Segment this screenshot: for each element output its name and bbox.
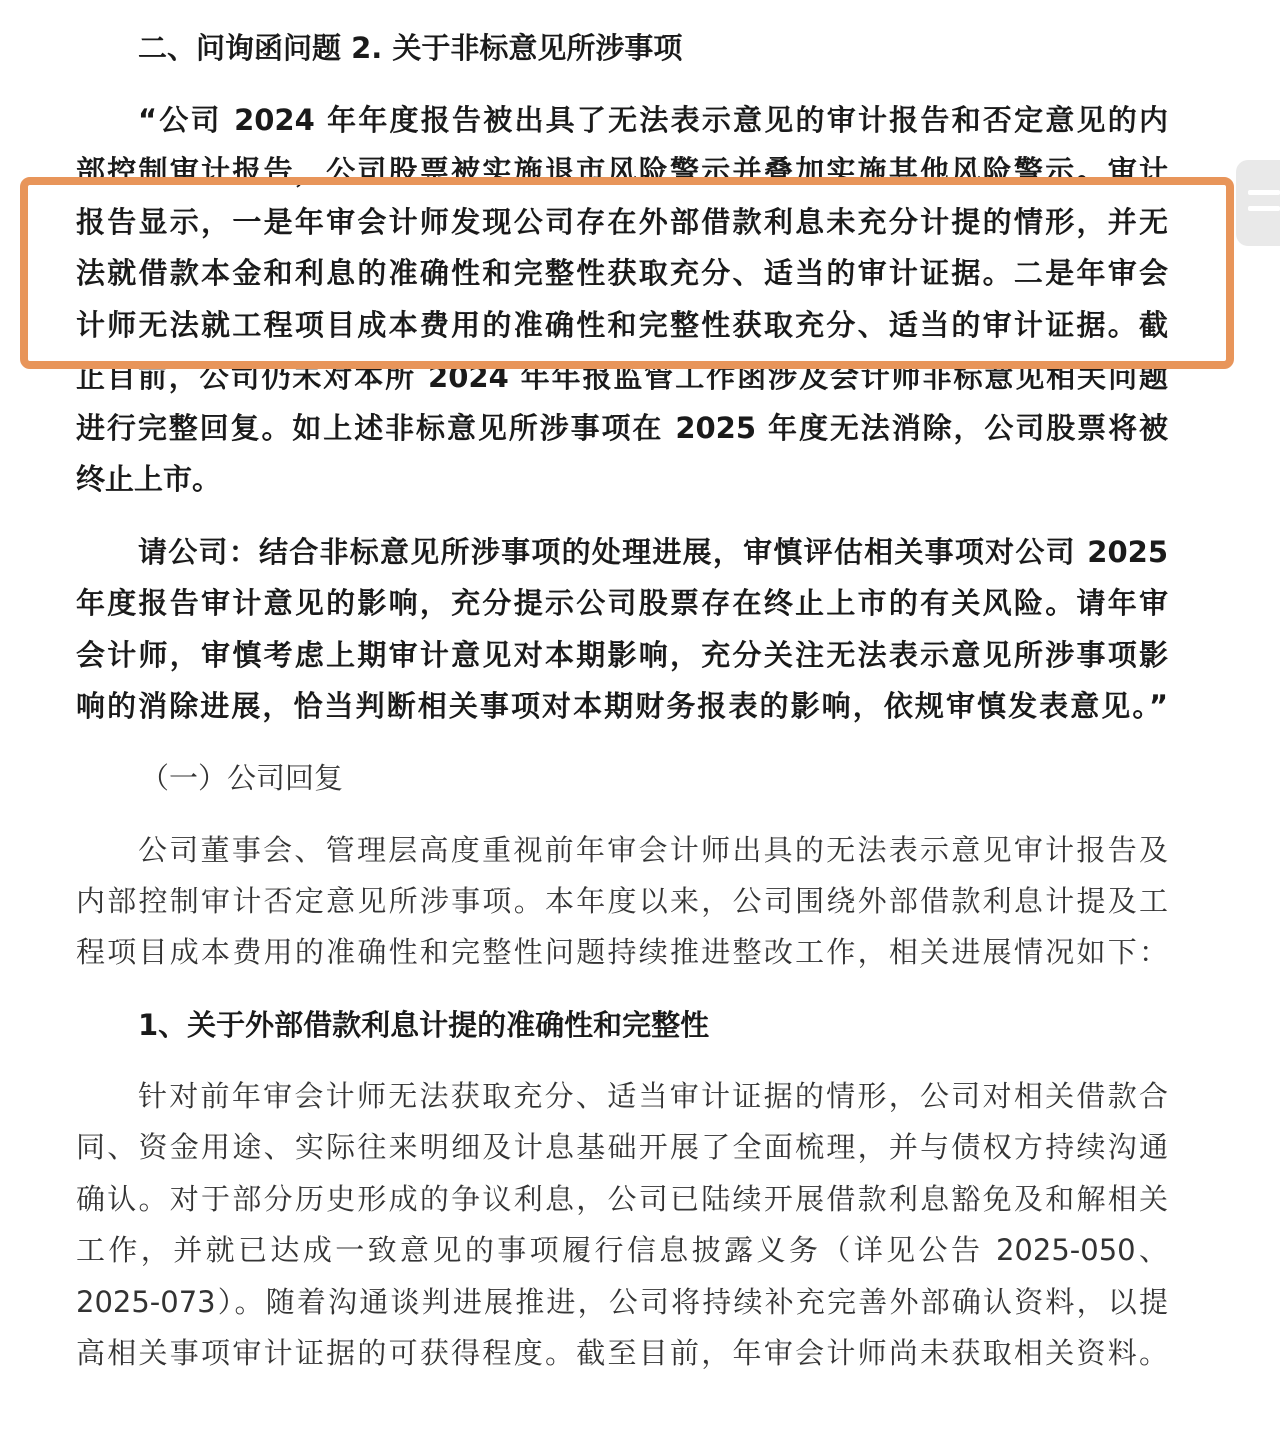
section-heading: 二、问询函问题 2. 关于非标意见所涉事项 [138, 31, 683, 65]
highlight-box [20, 177, 1234, 369]
reply-line: 内部控制审计否定意见所涉事项。本年度以来，公司围绕外部借款利息计提及工 [76, 884, 1168, 918]
reply-line: 公司董事会、管理层高度重视前年审会计师出具的无法表示意见审计报告及 [138, 833, 1168, 867]
sub-line: 高相关事项审计证据的可获得程度。截至目前，年审会计师尚未获取相关资料。 [76, 1336, 1168, 1370]
request-line: 请公司：结合非标意见所涉事项的处理进展，审慎评估相关事项对公司 2025 [138, 535, 1168, 569]
quote-line: 部控制审计报告，公司股票被实施退市风险警示并叠加实施其他风险警示。审计 [76, 154, 1168, 188]
side-tab[interactable] [1236, 160, 1280, 246]
quote-line: 报告显示，一是年审会计师发现公司存在外部借款利息未充分计提的情形，并无 [76, 205, 1168, 239]
sub-heading: 1、关于外部借款利息计提的准确性和完整性 [138, 1008, 710, 1042]
request-line: 会计师，审慎考虑上期审计意见对本期影响，充分关注无法表示意见所涉事项影 [76, 638, 1168, 672]
sub-line: 确认。对于部分历史形成的争议利息，公司已陆续开展借款利息豁免及和解相关 [76, 1182, 1168, 1216]
quote-line: 止目前，公司仍未对本所 2024 年年报监管工作函涉及会计师非标意见相关问题 [76, 360, 1168, 394]
quote-line: 进行完整回复。如上述非标意见所涉事项在 2025 年度无法消除，公司股票将被 [76, 411, 1168, 445]
sub-line: 工作，并就已达成一致意见的事项履行信息披露义务（详见公告 2025-050、 [76, 1233, 1168, 1267]
reply-line: 程项目成本费用的准确性和完整性问题持续推进整改工作，相关进展情况如下： [76, 935, 1168, 969]
quote-line: 终止上市。 [76, 462, 222, 496]
sub-line: 同、资金用途、实际往来明细及计息基础开展了全面梳理，并与债权方持续沟通 [76, 1130, 1168, 1164]
request-line: 响的消除进展，恰当判断相关事项对本期财务报表的影响，依规审慎发表意见。” [76, 689, 1168, 723]
quote-line: “公司 2024 年年度报告被出具了无法表示意见的审计报告和否定意见的内 [138, 103, 1168, 137]
request-line: 年度报告审计意见的影响，充分提示公司股票存在终止上市的有关风险。请年审 [76, 586, 1168, 620]
sub-line: 2025-073）。随着沟通谈判进展推进，公司将持续补充完善外部确认资料，以提 [76, 1285, 1168, 1319]
sub-line: 针对前年审会计师无法获取充分、适当审计证据的情形，公司对相关借款合 [138, 1079, 1168, 1113]
quote-line: 计师无法就工程项目成本费用的准确性和完整性获取充分、适当的审计证据。截 [76, 308, 1168, 342]
quote-line: 法就借款本金和利息的准确性和完整性获取充分、适当的审计证据。二是年审会 [76, 256, 1168, 290]
reply-heading: （一）公司回复 [140, 761, 344, 795]
